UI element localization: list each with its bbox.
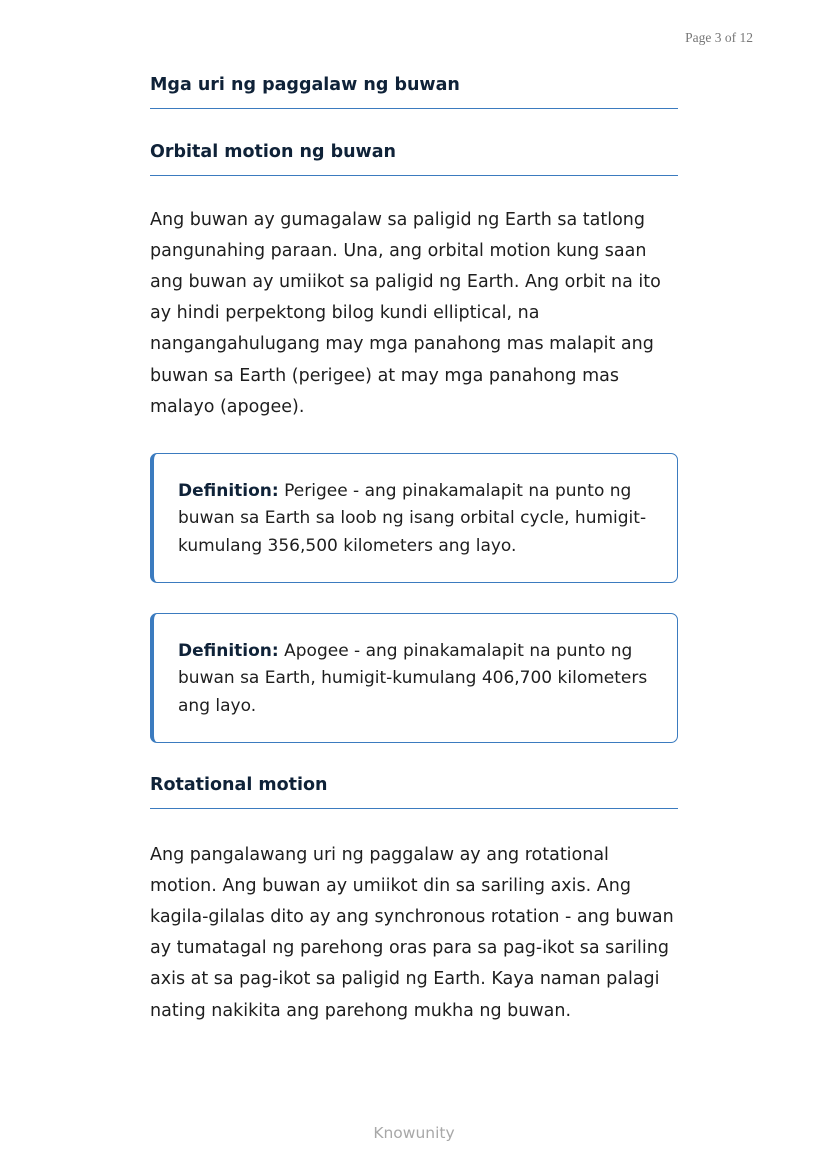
definition-box-apogee	[150, 613, 678, 743]
document-content	[150, 74, 678, 1027]
section-heading-rotational: Rotational motion	[150, 774, 678, 809]
page-number: Page 3 of 12	[685, 30, 753, 45]
section-heading-paggalaw: Mga uri ng paggalaw ng buwan	[150, 74, 678, 109]
definition-label: Definition:	[178, 640, 279, 661]
section-heading-orbital: Orbital motion ng buwan	[150, 141, 678, 176]
paragraph-orbital: Ang buwan ay gumagalaw sa paligid ng Earth sa tatlong pangunahing paraan. Una, ang orbital motion kung saan ang buwan ay umiikot sa paligid ng Earth. Ang orbit na ito ay hindi perpektong bilog kundi elliptical, na nangangahulugang may mga panahong mas malapit ang buwan sa Earth (perigee) at may mga panahong mas malayo (apogee).	[150, 209, 661, 417]
paragraph-rotational: Ang pangalawang uri ng paggalaw ay ang rotational motion. Ang buwan ay umiikot din sa sariling axis. Ang kagila-gilalas dito ay ang synchronous rotation - ang buwan ay tumatagal ng parehong oras para sa pag-ikot sa sariling axis at sa pag-ikot sa paligid ng Earth. Kaya naman palagi nating nakikita ang parehong mukha ng buwan.	[150, 844, 674, 1021]
definition-box-perigee	[150, 453, 678, 583]
definition-label: Definition:	[178, 480, 279, 501]
definition-text: Perigee - ang pinakamalapit na punto ng buwan sa Earth sa loob ng isang orbital cycle, humigit-kumulang 356,500 kilometers ang layo.	[178, 480, 647, 556]
footer-brand: Knowunity	[373, 1124, 455, 1142]
definition-text: Apogee - ang pinakamalapit na punto ng buwan sa Earth, humigit-kumulang 406,700 kilometers ang layo.	[178, 640, 648, 716]
